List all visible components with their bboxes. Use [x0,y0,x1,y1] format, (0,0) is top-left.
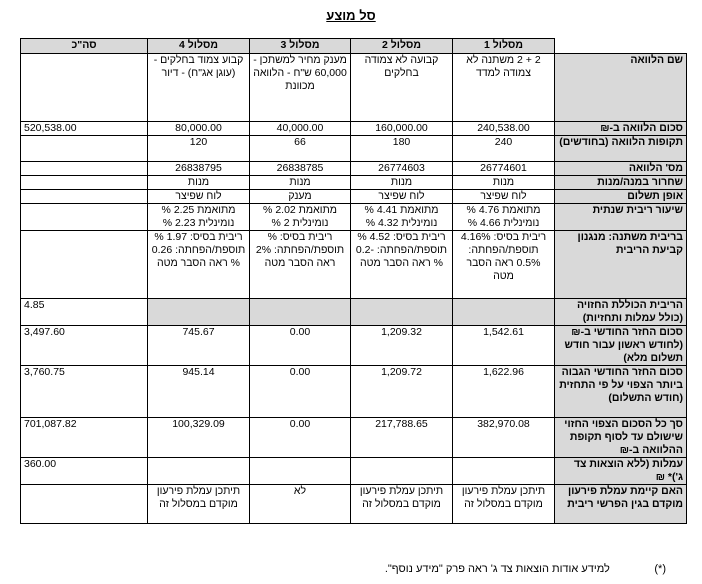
cell: לוח שפיצר [453,190,555,204]
cell [453,458,555,485]
col-header-track-1: מסלול 1 [453,39,555,54]
cell: 1,622.96 [453,366,555,418]
cell: מתואמת 4.76 % נומינלית 4.66 % [453,204,555,231]
cell: 240,538.00 [453,122,555,136]
cell-total: 360.00 [21,458,148,485]
cell: 1,542.61 [453,326,555,366]
footnote-mark: (*) [654,563,666,575]
cell: מנות [148,176,250,190]
col-header-track-2: מסלול 2 [351,39,453,54]
cell: 80,000.00 [148,122,250,136]
cell-total [21,54,148,122]
cell: ריבית בסיס: 1.97 % תוספת/הפחתה: 0.26 % ראה הסבר מטה [148,231,250,299]
cell: לוח שפיצר [351,190,453,204]
cell: ריבית בסיס: % תוספת/הפחתה: 2% ראה הסבר מטה [250,231,351,299]
cell-total [21,204,148,231]
cell: 745.67 [148,326,250,366]
table-row [21,54,687,122]
cell-total [21,231,148,299]
cell: 2 + 2 משתנה לא צמודה למדד [453,54,555,122]
cell: 100,329.09 [148,418,250,458]
table-row [21,231,687,299]
cell: 26774603 [351,162,453,176]
footnote-text: למידע אודות הוצאות צד ג' ראה פרק "מידע נוסף". [384,563,610,575]
cell [453,299,555,326]
footnote [0,563,666,575]
row-label: שיעור ריבית שנתית [555,204,687,231]
cell: 40,000.00 [250,122,351,136]
cell: תיתכן עמלת פירעון מוקדם במסלול זה [453,485,555,524]
cell: 382,970.08 [453,418,555,458]
cell [148,458,250,485]
header-row [21,39,687,54]
cell: תיתכן עמלת פירעון מוקדם במסלול זה [148,485,250,524]
cell-total [21,136,148,162]
cell [250,299,351,326]
row-label: שם הלוואה [555,54,687,122]
cell: מתואמת 2.25 % נומינלית 2.23 % [148,204,250,231]
cell: מנות [250,176,351,190]
table-row [21,162,687,176]
cell: ריבית בסיס: 4.16% תוספת/הפחתה: 0.5% ראה הסבר מטה [453,231,555,299]
cell: 26838785 [250,162,351,176]
cell-total: 4.85 [21,299,148,326]
cell [351,299,453,326]
table-row [21,326,687,366]
table-row [21,458,687,485]
table-row [21,122,687,136]
row-label: עמלות (ללא הוצאות צד ג')* ₪ [555,458,687,485]
cell-total: 520,538.00 [21,122,148,136]
cell: 66 [250,136,351,162]
cell-total [21,176,148,190]
cell-total [21,190,148,204]
cell [250,458,351,485]
table-row [21,136,687,162]
row-label: סכום החזר החודשי ב-₪ (לחודש ראשון עבור חודש תשלום מלא) [555,326,687,366]
table-row [21,190,687,204]
row-label: אופן תשלום [555,190,687,204]
cell-total [21,485,148,524]
cell [351,458,453,485]
cell: 1,209.72 [351,366,453,418]
row-label: סך כל הסכום הצפוי החזוי שישולם עד לסוף תקופת ההלוואה ב-₪ [555,418,687,458]
page-title: סל מוצע [326,8,376,23]
cell: מנות [351,176,453,190]
cell-total: 701,087.82 [21,418,148,458]
cell-total [21,162,148,176]
table-row [21,366,687,418]
cell: מתואמת 2.02 % נומינלית 2 % [250,204,351,231]
row-label: שחרור במנה/מנות [555,176,687,190]
cell: 240 [453,136,555,162]
cell: 217,788.65 [351,418,453,458]
cell-total: 3,497.60 [21,326,148,366]
row-label: סכום החזר החודשי הגבוה ביותר הצפוי על פי התחזית (חודש התשלום) [555,366,687,418]
table-row [21,485,687,524]
cell: 26774601 [453,162,555,176]
cell: קבוע צמוד בחלקים - (עוגן אג"ח) - דיור [148,54,250,122]
row-label: סכום הלוואה ב-₪ [555,122,687,136]
col-header-total: סה"כ [21,39,148,54]
cell: מנות [453,176,555,190]
cell: מענק [250,190,351,204]
table-row [21,299,687,326]
cell: לא [250,485,351,524]
cell: 1,209.32 [351,326,453,366]
col-header-track-4: מסלול 4 [148,39,250,54]
row-label: תקופות הלוואה (בחודשים) [555,136,687,162]
cell-total: 3,760.75 [21,366,148,418]
loan-offer-table [20,38,687,524]
row-label: בריבית משתנה: מנגנון קביעת הריבית [555,231,687,299]
cell: לוח שפיצר [148,190,250,204]
cell: תיתכן עמלת פירעון מוקדם במסלול זה [351,485,453,524]
row-label: האם קיימת עמלת פירעון מוקדם בגין הפרשי ריבית [555,485,687,524]
cell: קבועה לא צמודה בחלקים [351,54,453,122]
cell: 0.00 [250,418,351,458]
cell: 0.00 [250,326,351,366]
cell: 945.14 [148,366,250,418]
corner-cell [555,39,687,54]
row-label: הריבית הכוללת החזויה (כולל עמלות ותחזיות) [555,299,687,326]
cell: 120 [148,136,250,162]
cell: ריבית בסיס: 4.52 % תוספת/הפחתה: -0.2 % ראה הסבר מטה [351,231,453,299]
cell: מענק מחיר למשתכן - 60,000 ש"ח - הלוואה מכוונת [250,54,351,122]
cell: מתואמת 4.41 % נומינלית 4.32 % [351,204,453,231]
table-row [21,204,687,231]
row-label: מס' הלוואה [555,162,687,176]
cell: 160,000.00 [351,122,453,136]
table-row [21,418,687,458]
col-header-track-3: מסלול 3 [250,39,351,54]
cell: 180 [351,136,453,162]
cell: 0.00 [250,366,351,418]
cell [148,299,250,326]
cell: 26838795 [148,162,250,176]
table-row [21,176,687,190]
